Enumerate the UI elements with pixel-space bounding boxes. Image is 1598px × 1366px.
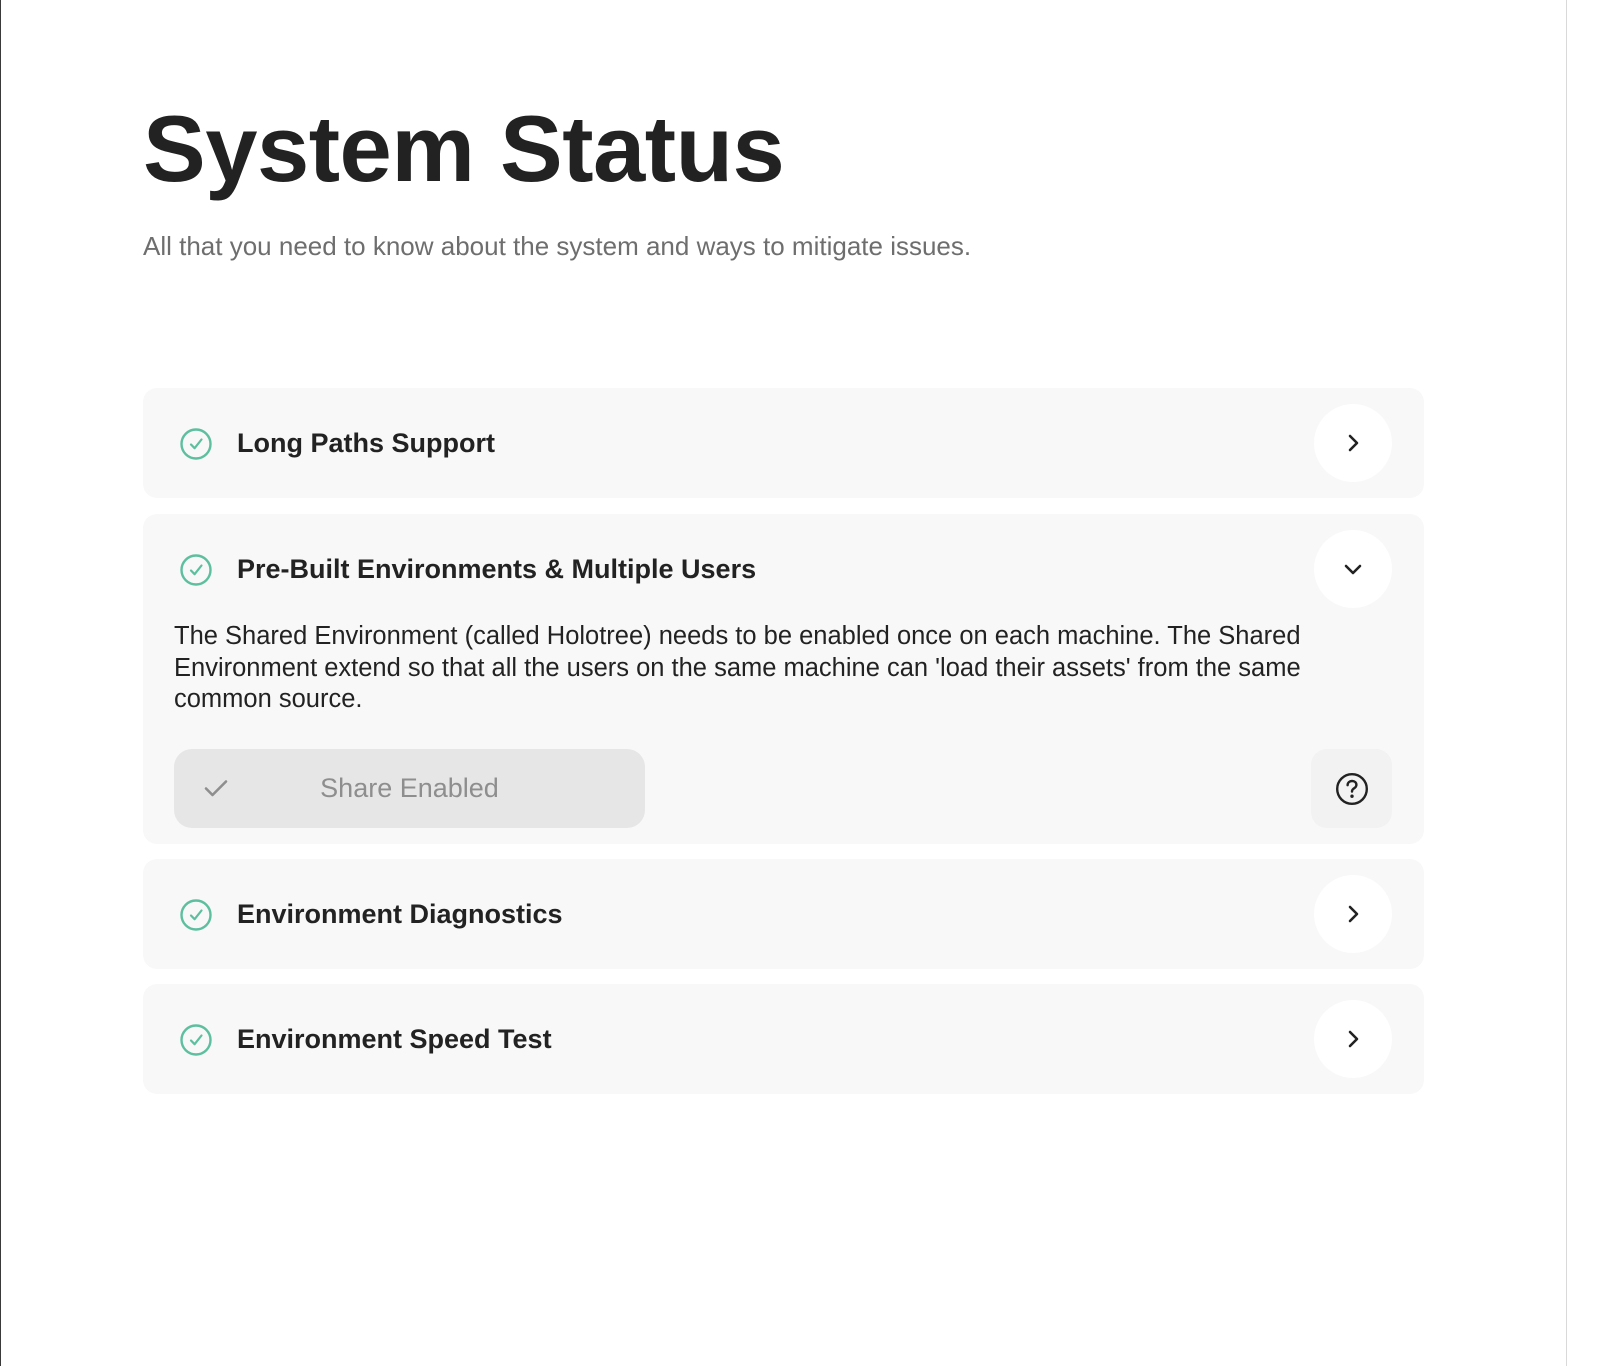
- question-circle-icon: [1335, 772, 1369, 806]
- panel-header-long-paths-support[interactable]: [143, 388, 1424, 498]
- chevron-down-icon: [1342, 558, 1364, 580]
- panel-header-environment-diagnostics[interactable]: [143, 859, 1424, 969]
- expand-button[interactable]: [1314, 404, 1392, 482]
- panel-environment-diagnostics: [143, 859, 1424, 969]
- expand-button[interactable]: [1314, 1000, 1392, 1078]
- panel-title: Environment Speed Test: [237, 1024, 552, 1054]
- page-title: System Status: [143, 96, 785, 201]
- window-border-left: [0, 0, 1, 1366]
- panel-title: Pre-Built Environments & Multiple Users: [237, 554, 757, 584]
- help-button[interactable]: [1311, 749, 1392, 828]
- panel-description: The Shared Environment (called Holotree) needs to be enabled once on each machine. The Shared Environment extend so that all the users on the same machine can 'load their assets' from the same common source.: [174, 622, 1301, 713]
- check-circle-icon: [180, 428, 212, 460]
- chevron-right-icon: [1342, 903, 1364, 925]
- check-circle-icon: [180, 899, 212, 931]
- panel-long-paths-support: [143, 388, 1424, 498]
- panel-header-environment-speed-test[interactable]: [143, 984, 1424, 1094]
- panel-title: Long Paths Support: [237, 428, 495, 458]
- check-circle-icon: [180, 1024, 212, 1056]
- chevron-right-icon: [1342, 1028, 1364, 1050]
- window-scrollbar-edge: [1566, 0, 1567, 1366]
- panel-title: Environment Diagnostics: [237, 899, 563, 929]
- check-circle-icon: [180, 554, 212, 586]
- collapse-button[interactable]: [1314, 530, 1392, 608]
- share-enabled-label: Share Enabled: [320, 773, 499, 803]
- page-subtitle: All that you need to know about the system and ways to mitigate issues.: [143, 231, 972, 261]
- expand-button[interactable]: [1314, 875, 1392, 953]
- panel-header-pre-built-environments[interactable]: [143, 514, 1424, 624]
- panel-environment-speed-test: [143, 984, 1424, 1094]
- chevron-right-icon: [1342, 432, 1364, 454]
- panel-pre-built-environments: [143, 514, 1424, 844]
- share-enabled-button[interactable]: [174, 749, 645, 828]
